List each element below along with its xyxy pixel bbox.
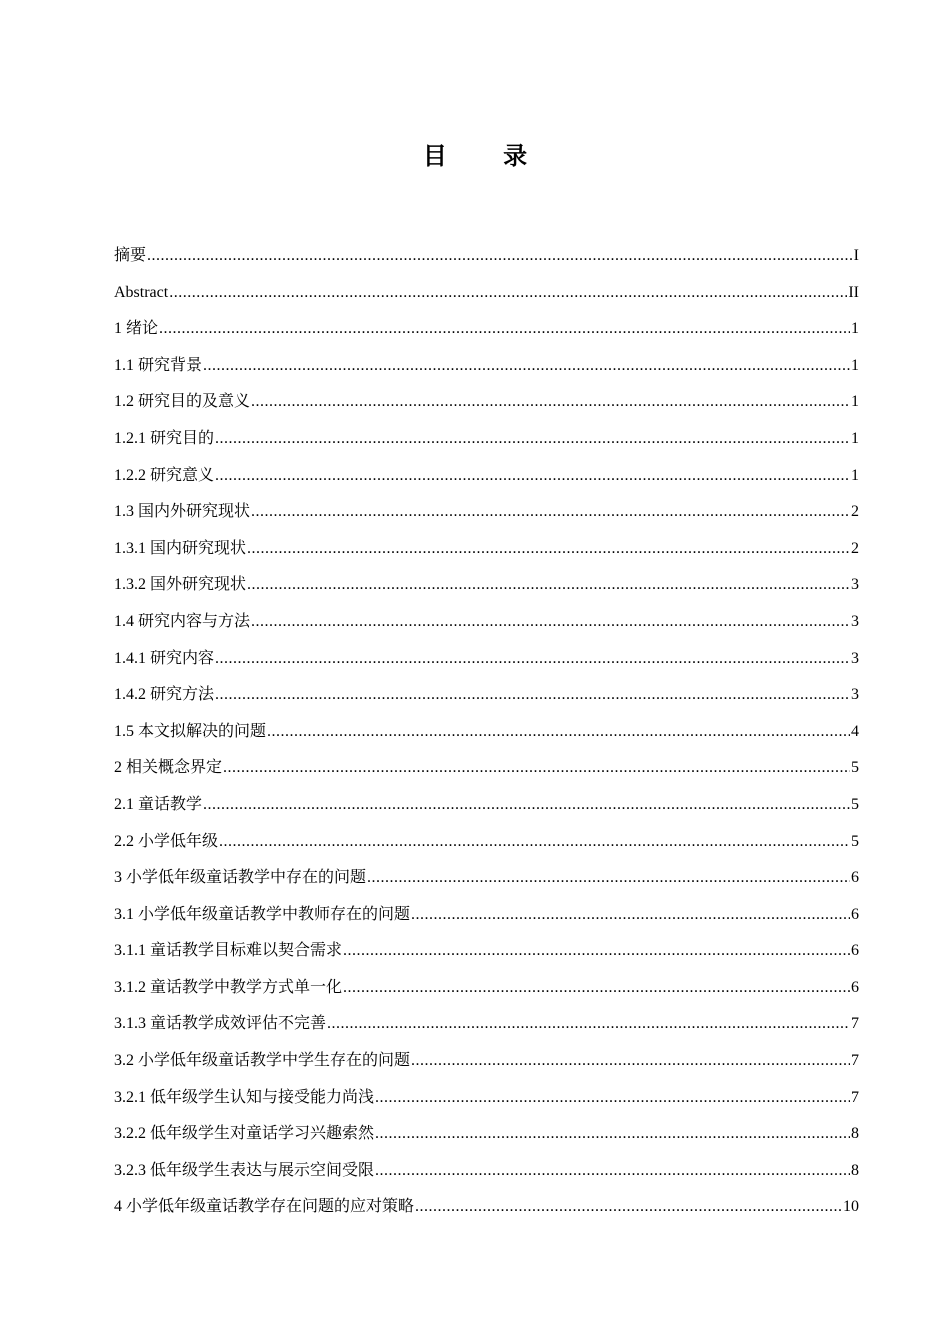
toc-entry-page-number: 7 xyxy=(851,1088,859,1106)
toc-entry-page-number: 2 xyxy=(851,539,859,557)
toc-entry-label: 1.2.2 研究意义 xyxy=(114,466,215,484)
toc-dot-leader xyxy=(247,567,850,604)
toc-entry-page-number: 8 xyxy=(851,1161,859,1179)
toc-entry-page-number: 10 xyxy=(843,1198,859,1216)
toc-dot-leader xyxy=(247,531,850,568)
toc-entry[interactable] xyxy=(114,1189,859,1226)
toc-entry[interactable] xyxy=(114,275,859,312)
toc-dot-leader xyxy=(215,677,850,714)
toc-entry-page-number: 5 xyxy=(851,759,859,777)
toc-entry[interactable] xyxy=(114,421,859,458)
toc-entry-label: 3.2 小学低年级童话教学中学生存在的问题 xyxy=(114,1052,411,1070)
toc-dot-leader xyxy=(343,970,850,1007)
toc-dot-leader xyxy=(343,933,850,970)
toc-entry-page-number: 7 xyxy=(851,1052,859,1070)
toc-entry-label: 3.1.2 童话教学中教学方式单一化 xyxy=(114,978,343,996)
toc-dot-leader xyxy=(251,604,850,641)
toc-entry-page-number: 8 xyxy=(851,1125,859,1143)
toc-entry-page-number: 1 xyxy=(851,429,859,447)
toc-entry-page-number: 1 xyxy=(851,320,859,338)
toc-entry-label: 2.1 童话教学 xyxy=(114,795,203,813)
page-title: 目 录 xyxy=(422,142,552,171)
toc-entry-page-number: 1 xyxy=(851,393,859,411)
toc-dot-leader xyxy=(411,897,850,934)
toc-entry[interactable] xyxy=(114,1043,859,1080)
toc-entry-label: 1.3 国内外研究现状 xyxy=(114,503,251,521)
toc-entry-page-number: 6 xyxy=(851,942,859,960)
toc-entry[interactable] xyxy=(114,714,859,751)
toc-dot-leader xyxy=(375,1153,850,1190)
toc-dot-leader xyxy=(203,787,850,824)
toc-dot-leader xyxy=(251,384,850,421)
toc-entry[interactable] xyxy=(114,970,859,1007)
toc-entry-page-number: 5 xyxy=(851,795,859,813)
toc-entry-label: 3.1.1 童话教学目标难以契合需求 xyxy=(114,942,343,960)
toc-entry-label: 1.3.1 国内研究现状 xyxy=(114,539,247,557)
toc-entry-page-number: 4 xyxy=(851,722,859,740)
toc-entry[interactable] xyxy=(114,311,859,348)
toc-entry[interactable] xyxy=(114,531,859,568)
toc-dot-leader xyxy=(267,714,850,751)
toc-dot-leader xyxy=(367,860,850,897)
toc-entry-label: 4 小学低年级童话教学存在问题的应对策略 xyxy=(114,1198,415,1216)
toc-entry-label: 摘要 xyxy=(114,247,147,264)
toc-entry-label: 3 小学低年级童话教学中存在的问题 xyxy=(114,869,367,887)
toc-dot-leader xyxy=(223,750,850,787)
toc-entry[interactable] xyxy=(114,384,859,421)
toc-entry-page-number: 3 xyxy=(851,686,859,704)
toc-dot-leader xyxy=(375,1116,850,1153)
toc-entry-page-number: 2 xyxy=(851,503,859,521)
toc-entry-page-number: 7 xyxy=(851,1015,859,1033)
toc-entry[interactable] xyxy=(114,348,859,385)
toc-dot-leader xyxy=(219,824,850,861)
toc-entry-page-number: II xyxy=(848,283,859,301)
toc-entry-label: 1.2.1 研究目的 xyxy=(114,429,215,447)
toc-dot-leader xyxy=(375,1080,850,1117)
toc-entry-page-number: 6 xyxy=(851,869,859,887)
toc-entry-label: 1.4.2 研究方法 xyxy=(114,686,215,704)
toc-entry-page-number: 5 xyxy=(851,832,859,850)
toc-entry[interactable] xyxy=(114,1153,859,1190)
toc-dot-leader xyxy=(169,275,847,312)
toc-entry-page-number: 6 xyxy=(851,978,859,996)
toc-entry[interactable] xyxy=(114,677,859,714)
toc-entry-label: 3.1 小学低年级童话教学中教师存在的问题 xyxy=(114,905,411,923)
toc-entry-label: 3.1.3 童话教学成效评估不完善 xyxy=(114,1015,327,1033)
toc-entry-page-number: 1 xyxy=(851,356,859,374)
toc-entry[interactable] xyxy=(114,238,859,275)
toc-entry-label: 1.1 研究背景 xyxy=(114,356,203,374)
toc-entry[interactable] xyxy=(114,458,859,495)
toc-dot-leader xyxy=(215,421,850,458)
table-of-contents xyxy=(114,238,859,1226)
toc-entry[interactable] xyxy=(114,824,859,861)
toc-entry-label: 3.2.3 低年级学生表达与展示空间受限 xyxy=(114,1161,375,1179)
toc-dot-leader xyxy=(327,1006,850,1043)
toc-dot-leader xyxy=(159,311,850,348)
toc-dot-leader xyxy=(215,641,850,678)
toc-entry-page-number: 3 xyxy=(851,649,859,667)
toc-entry[interactable] xyxy=(114,1006,859,1043)
toc-entry[interactable] xyxy=(114,494,859,531)
toc-entry[interactable] xyxy=(114,567,859,604)
toc-entry-label: 2.2 小学低年级 xyxy=(114,832,219,850)
toc-entry[interactable] xyxy=(114,604,859,641)
toc-entry[interactable] xyxy=(114,1116,859,1153)
toc-dot-leader xyxy=(415,1189,842,1226)
toc-entry-page-number: 3 xyxy=(851,612,859,630)
toc-entry-label: 1.4 研究内容与方法 xyxy=(114,612,251,630)
toc-entry-label: 1.5 本文拟解决的问题 xyxy=(114,722,267,740)
toc-entry-label: 1.3.2 国外研究现状 xyxy=(114,576,247,594)
toc-dot-leader xyxy=(251,494,850,531)
toc-entry[interactable] xyxy=(114,897,859,934)
toc-entry[interactable] xyxy=(114,1080,859,1117)
toc-entry[interactable] xyxy=(114,750,859,787)
toc-dot-leader xyxy=(215,458,850,495)
toc-entry-label: 3.2.1 低年级学生认知与接受能力尚浅 xyxy=(114,1088,375,1106)
toc-entry[interactable] xyxy=(114,933,859,970)
toc-dot-leader xyxy=(203,348,850,385)
toc-dot-leader xyxy=(147,238,853,275)
toc-entry-page-number: 1 xyxy=(851,466,859,484)
toc-entry-label: 1.2 研究目的及意义 xyxy=(114,393,251,411)
toc-entry-page-number: 6 xyxy=(851,905,859,923)
toc-entry-page-number: 3 xyxy=(851,576,859,594)
toc-entry-label: 1.4.1 研究内容 xyxy=(114,649,215,667)
toc-entry-label: 3.2.2 低年级学生对童话学习兴趣索然 xyxy=(114,1125,375,1143)
toc-entry-page-number: I xyxy=(853,247,859,264)
toc-entry-label: 2 相关概念界定 xyxy=(114,759,223,777)
toc-entry[interactable] xyxy=(114,641,859,678)
toc-entry[interactable] xyxy=(114,860,859,897)
toc-entry[interactable] xyxy=(114,787,859,824)
toc-entry-label: Abstract xyxy=(114,283,169,301)
toc-dot-leader xyxy=(411,1043,850,1080)
toc-entry-label: 1 绪论 xyxy=(114,320,159,338)
